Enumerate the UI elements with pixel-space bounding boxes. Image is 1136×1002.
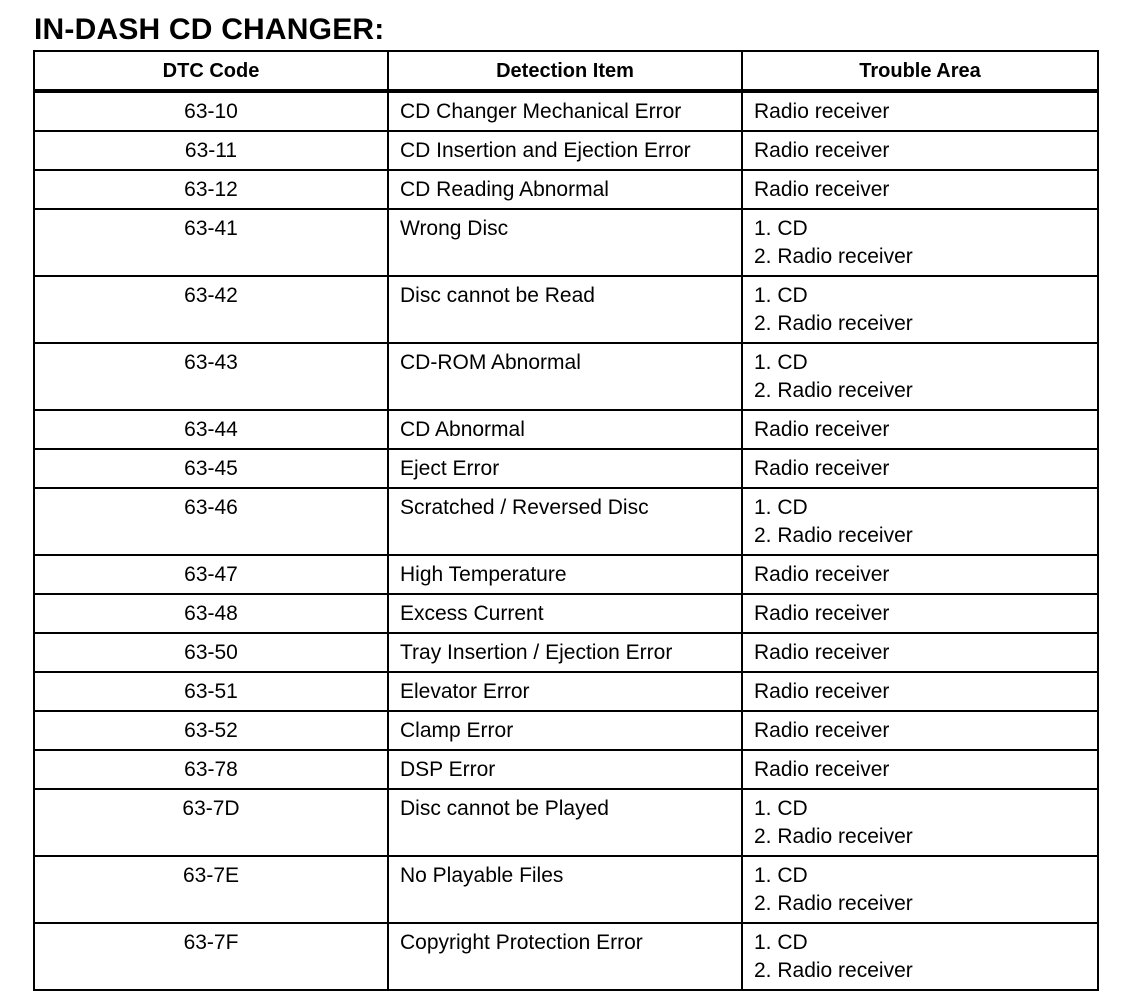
header-trouble-area: Trouble Area — [742, 51, 1098, 91]
dtc-code-cell: 63-7D — [34, 789, 388, 856]
detection-item-cell: Excess Current — [388, 594, 742, 633]
trouble-area-cell — [742, 555, 1098, 594]
table-row — [34, 594, 1098, 633]
detection-item-cell: CD Insertion and Ejection Error — [388, 131, 742, 170]
detection-item-cell: No Playable Files — [388, 856, 742, 923]
trouble-area-cell — [742, 449, 1098, 488]
dtc-code-cell: 63-78 — [34, 750, 388, 789]
detection-item-cell: CD Abnormal — [388, 410, 742, 449]
detection-item-cell: CD Changer Mechanical Error — [388, 91, 742, 131]
trouble-area-line: 2. Radio receiver — [754, 892, 913, 915]
dtc-table — [33, 50, 1099, 991]
trouble-area-line: Radio receiver — [754, 418, 890, 441]
trouble-area-cell — [742, 131, 1098, 170]
trouble-area-line: 2. Radio receiver — [754, 825, 913, 848]
dtc-code-cell: 63-48 — [34, 594, 388, 633]
trouble-area-line: 1. CD — [754, 284, 808, 307]
trouble-area-line: Radio receiver — [754, 719, 890, 742]
header-row — [34, 51, 1098, 91]
detection-item-cell: High Temperature — [388, 555, 742, 594]
trouble-area-line: 1. CD — [754, 797, 808, 820]
detection-item-cell: CD Reading Abnormal — [388, 170, 742, 209]
table-row — [34, 449, 1098, 488]
trouble-area-line: 1. CD — [754, 864, 808, 887]
detection-item-cell: Tray Insertion / Ejection Error — [388, 633, 742, 672]
trouble-area-line: 2. Radio receiver — [754, 524, 913, 547]
trouble-area-cell — [742, 711, 1098, 750]
dtc-code-cell: 63-52 — [34, 711, 388, 750]
detection-item-cell: Eject Error — [388, 449, 742, 488]
dtc-code-cell: 63-11 — [34, 131, 388, 170]
table-row — [34, 633, 1098, 672]
trouble-area-cell — [742, 209, 1098, 276]
table-row — [34, 750, 1098, 789]
trouble-area-cell — [742, 170, 1098, 209]
trouble-area-line: 1. CD — [754, 217, 808, 240]
trouble-area-line: Radio receiver — [754, 641, 890, 664]
trouble-area-line: Radio receiver — [754, 602, 890, 625]
trouble-area-line: 1. CD — [754, 351, 808, 374]
trouble-area-line: Radio receiver — [754, 563, 890, 586]
dtc-code-cell: 63-42 — [34, 276, 388, 343]
trouble-area-line: 2. Radio receiver — [754, 312, 913, 335]
trouble-area-cell — [742, 789, 1098, 856]
detection-item-cell: Clamp Error — [388, 711, 742, 750]
trouble-area-line: 2. Radio receiver — [754, 245, 913, 268]
trouble-area-cell — [742, 594, 1098, 633]
dtc-code-cell: 63-47 — [34, 555, 388, 594]
trouble-area-line: 2. Radio receiver — [754, 379, 913, 402]
dtc-code-cell: 63-7E — [34, 856, 388, 923]
table-header — [34, 51, 1098, 91]
trouble-area-cell — [742, 91, 1098, 131]
trouble-area-line: Radio receiver — [754, 178, 890, 201]
trouble-area-line: Radio receiver — [754, 758, 890, 781]
page-title: IN-DASH CD CHANGER: — [34, 13, 385, 46]
detection-item-cell: Copyright Protection Error — [388, 923, 742, 990]
table-row — [34, 170, 1098, 209]
header-detection-item: Detection Item — [388, 51, 742, 91]
table-row — [34, 91, 1098, 131]
trouble-area-cell — [742, 276, 1098, 343]
detection-item-cell: CD-ROM Abnormal — [388, 343, 742, 410]
detection-item-cell: Elevator Error — [388, 672, 742, 711]
trouble-area-line: Radio receiver — [754, 457, 890, 480]
trouble-area-cell — [742, 488, 1098, 555]
trouble-area-line: 1. CD — [754, 496, 808, 519]
table-row — [34, 672, 1098, 711]
table-row — [34, 131, 1098, 170]
header-dtc-code: DTC Code — [34, 51, 388, 91]
table-row — [34, 488, 1098, 555]
table-row — [34, 410, 1098, 449]
dtc-code-cell: 63-12 — [34, 170, 388, 209]
detection-item-cell: Disc cannot be Read — [388, 276, 742, 343]
dtc-code-cell: 63-43 — [34, 343, 388, 410]
table-row — [34, 856, 1098, 923]
dtc-code-cell: 63-45 — [34, 449, 388, 488]
detection-item-cell: DSP Error — [388, 750, 742, 789]
dtc-code-cell: 63-41 — [34, 209, 388, 276]
trouble-area-line: 2. Radio receiver — [754, 959, 913, 982]
table-row — [34, 789, 1098, 856]
table-row — [34, 343, 1098, 410]
dtc-code-cell: 63-44 — [34, 410, 388, 449]
trouble-area-cell — [742, 410, 1098, 449]
dtc-code-cell: 63-10 — [34, 91, 388, 131]
table-row — [34, 711, 1098, 750]
detection-item-cell: Wrong Disc — [388, 209, 742, 276]
dtc-code-cell: 63-50 — [34, 633, 388, 672]
trouble-area-cell — [742, 633, 1098, 672]
trouble-area-cell — [742, 343, 1098, 410]
table-row — [34, 555, 1098, 594]
trouble-area-line: Radio receiver — [754, 139, 890, 162]
dtc-code-cell: 63-7F — [34, 923, 388, 990]
detection-item-cell: Scratched / Reversed Disc — [388, 488, 742, 555]
dtc-code-cell: 63-46 — [34, 488, 388, 555]
trouble-area-line: Radio receiver — [754, 100, 890, 123]
table-row — [34, 923, 1098, 990]
table-row — [34, 276, 1098, 343]
trouble-area-cell — [742, 923, 1098, 990]
trouble-area-cell — [742, 856, 1098, 923]
trouble-area-line: Radio receiver — [754, 680, 890, 703]
trouble-area-cell — [742, 750, 1098, 789]
trouble-area-cell — [742, 672, 1098, 711]
detection-item-cell: Disc cannot be Played — [388, 789, 742, 856]
table-row — [34, 209, 1098, 276]
dtc-code-cell: 63-51 — [34, 672, 388, 711]
table-body — [34, 91, 1098, 990]
trouble-area-line: 1. CD — [754, 931, 808, 954]
